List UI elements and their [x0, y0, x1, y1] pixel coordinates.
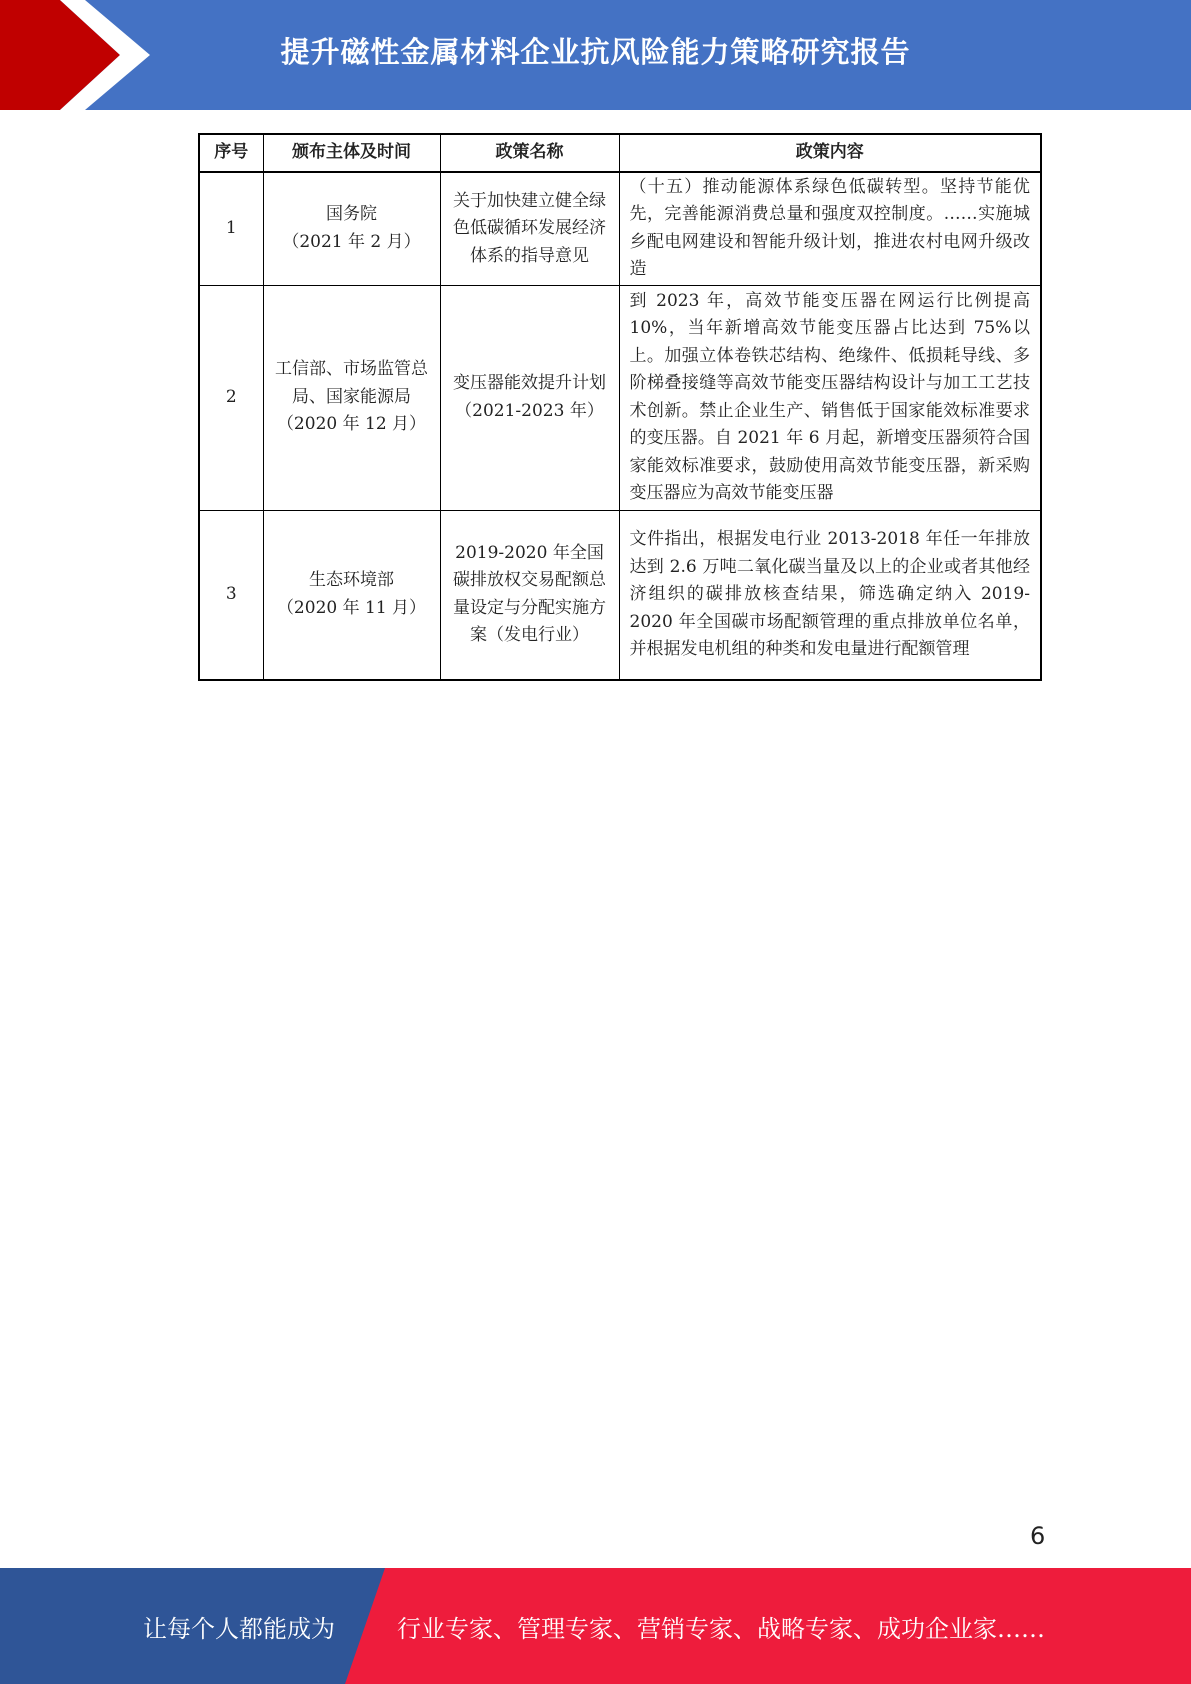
issuer-cell: [263, 510, 440, 680]
header-chevron-decoration: [0, 0, 150, 110]
column-header-policy: 政策名称: [440, 134, 619, 172]
report-title: 提升磁性金属材料企业抗风险能力策略研究报告: [280, 34, 911, 69]
issuer-date: （2020 年 12 月）: [276, 414, 427, 435]
table-header-row: [199, 134, 1041, 172]
footer-slogan-right: 行业专家、管理专家、营销专家、战略专家、成功企业家……: [397, 1614, 1045, 1643]
policy-content: 文件指出，根据发电行业 2013-2018 年任一年排放达到 2.6 万吨二氧化碳当量及以上的企业或者其他经济组织的碳排放核查结果，筛选确定纳入 2019-2020 年全国碳市场配额管理的重点排放单位名单，并根据发电机组的种类和发电量进行配额管理: [619, 510, 1041, 680]
policy-name: 2019-2020 年全国碳排放权交易配额总量设定与分配实施方案（发电行业）: [440, 510, 619, 680]
issuer-cell: [263, 172, 440, 285]
issuer-name: 工信部、市场监管总局、国家能源局: [275, 359, 428, 407]
column-header-content: 政策内容: [619, 134, 1041, 172]
issuer-date: （2020 年 11 月）: [276, 597, 427, 618]
row-number: 2: [199, 285, 263, 510]
footer-banner: [0, 1568, 1191, 1684]
issuer-name: 国务院: [326, 204, 377, 225]
policy-table: [198, 133, 1042, 681]
issuer-name: 生态环境部: [309, 570, 394, 591]
column-header-no: 序号: [199, 134, 263, 172]
policy-name: 变压器能效提升计划: [453, 373, 606, 393]
issuer-date: （2021 年 2 月）: [282, 231, 421, 252]
table-row: [199, 285, 1041, 510]
issuer-cell: [263, 285, 440, 510]
policy-content: 到 2023 年，高效节能变压器在网运行比例提高 10%，当年新增高效节能变压器占比达到 75%以上。加强立体卷铁芯结构、绝缘件、低损耗导线、多阶梯叠接缝等高效节能变压器结构设计与加工工艺技术创新。禁止企业生产、销售低于国家能效标准要求的变压器。自 2021 年 6 月起，新增变压器须符合国家能效标准要求，鼓励使用高效节能变压器，新采购变压器应为高效节能变压器: [619, 285, 1041, 510]
column-header-issuer: 颁布主体及时间: [263, 134, 440, 172]
policy-content: （十五）推动能源体系绿色低碳转型。坚持节能优先，完善能源消费总量和强度双控制度。……实施城乡配电网建设和智能升级计划，推进农村电网升级改造: [619, 172, 1041, 285]
header-banner: [0, 0, 1191, 110]
policy-name-cell: [440, 285, 619, 510]
table-row: [199, 510, 1041, 680]
footer-slogan-left: 让每个人都能成为: [143, 1614, 335, 1643]
table-row: [199, 172, 1041, 285]
policy-name: 关于加快建立健全绿色低碳循环发展经济体系的指导意见: [440, 172, 619, 285]
page-number: 6: [1030, 1522, 1046, 1550]
row-number: 3: [199, 510, 263, 680]
row-number: 1: [199, 172, 263, 285]
policy-period: （2021-2023 年）: [455, 400, 604, 421]
